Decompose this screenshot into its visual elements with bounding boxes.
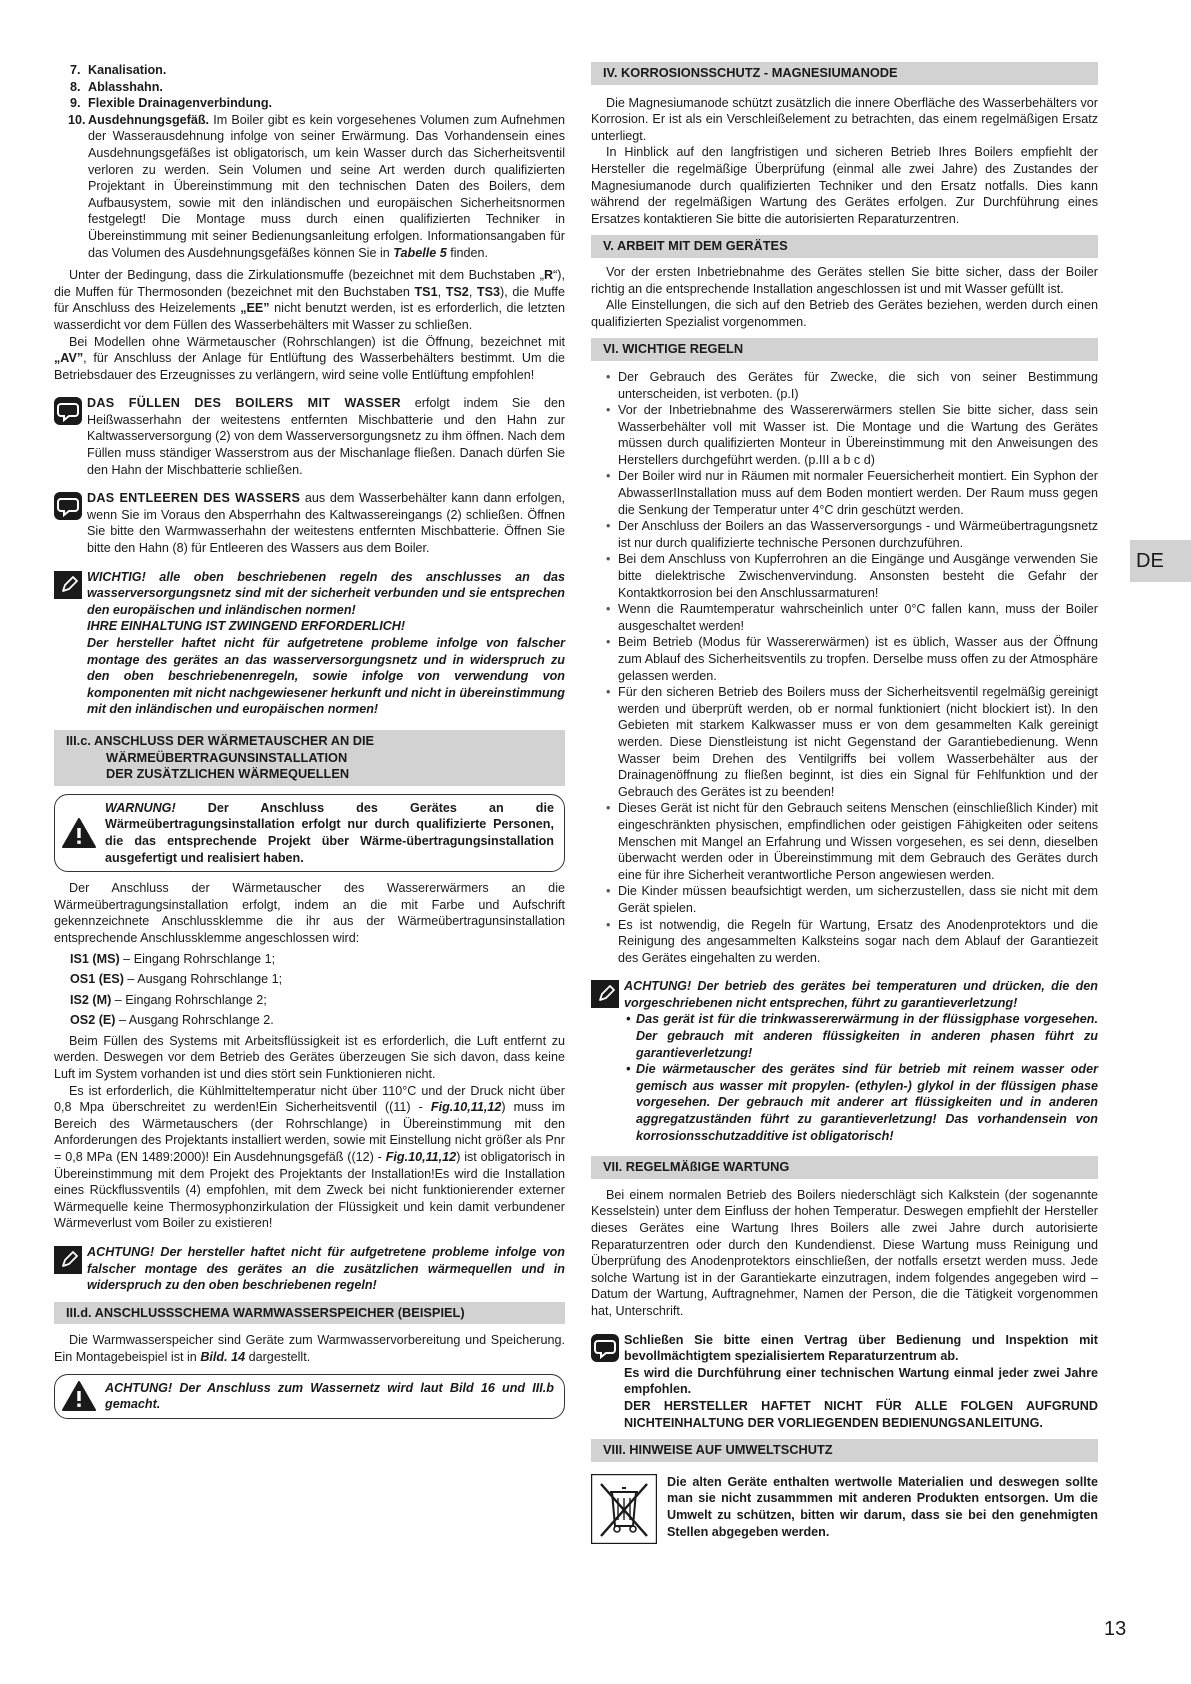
note-achtung-operation: ACHTUNG! Der betrieb des gerätes bei temperaturen und drücken, die den vorgeschriebenen nicht entsprechen, führt zu garantieverletzung! • Das gerät ist für die trinkwassererwärmung in der flüssigphase vorgesehen. Der gebrauch mit anderen flüssigkeiten in anderen phasen führt zu garantieverletzung! • Die wärmetauscher des gerätes sind für betrieb mit reinem wasser oder gemisch aus wasser mit propylen- (ethylen-) glykol in der flüssigen phase vorgesehen. Der gebrauch mit anderer art flüssigkeiten und in anderen aggregatzuständen führt zu garantieverletzung! Das vorhandensein von korrosionsschutzadditive ist obligatorisch! [591, 978, 1098, 1144]
section-heading-v: V. ARBEIT MIT DEM GERÄTES [591, 235, 1098, 258]
section-heading-iii-d: III.d. ANSCHLUSSSCHEMA WARMWASSERSPEICHER (BEISPIEL) [54, 1302, 565, 1325]
list-item: • Die wärmetauscher des gerätes sind für betrieb mit reinem wasser oder gemisch aus wasser mit propylen- (ethylen-) glykol in der flüssigen phase vorgesehen. Der gebrauch mit anderer art flüssigkeiten und in anderen aggregatzuständen führt zu garantieverletzung! Das vorhandensein von korrosionsschutzadditive ist obligatorisch! [624, 1061, 1098, 1144]
list-item: • Dieses Gerät ist nicht für den Gebrauch seitens Menschen (einschließlich Kinder) mit eingeschränkten physischen, empfindlichen oder geistigen Fähigkeiten oder seitens Menschen mit Mangel an Erfahrung und Wissen vorgesehen, es sei denn, dieselben überwacht werden oder in Übereinstimmung mit dem Gebrauch des Gerätes durch eine für ihre Sicherheit verantwortliche Person angewiesen werden. [591, 800, 1098, 883]
list-item: • Die Kinder müssen beaufsichtigt werden, um sicherzustellen, dass sie nicht mit dem Gerät spielen. [591, 883, 1098, 916]
note-wichtig: WICHTIG! alle oben beschriebenen regeln des anschlusses an das wasserversorgungsnetz sind mit der sicherheit verbunden und sie entsprechen den europäischen und inländischen normen! IHRE EINHALTUNG IST ZWINGEND ERFORDERLICH! Der hersteller haftet nicht für aufgetretene probleme infolge von falscher montage des gerätes an das wasserversorgungsnetz und in widerspruch zu den oben beschriebenenregeln, sowie infolge von verwendung von komponenten mit nicht nachgewiesener herkunft und nicht in übereinstimmung mit den inländischen und europäischen normen! [54, 569, 565, 718]
pencil-icon [54, 571, 82, 599]
note-filling: DAS FÜLLEN DES BOILERS MIT WASSER erfolgt indem Sie den Heißwasserhahn der weitestens entfernten Mischbatterie und den Hahn zur Kaltwasserversorgung (2) von dem Wasserversorgungsnetz zu ihm öffnen. Nach dem Füllen muss ständiger Wasserstrom aus der Mischanlage fließen. Danach dürfen Sie den Hahn der Mischbatterie schließen. [54, 395, 565, 478]
list-item: 8. Ablasshahn. [70, 79, 163, 94]
list-item: 9. Flexible Drainagenverbindung. [70, 96, 273, 111]
list-item: IS1 (MS) – Eingang Rohrschlange 1; [70, 951, 276, 966]
note-draining: DAS ENTLEEREN DES WASSERS aus dem Wasserbehälter kann dann erfolgen, wenn Sie im Voraus den Absperrhahn des Kaltwassereingangs (2) schließen. Öffnen Sie bitte den Warmwasserhahn der weitestens entfernten Mischbatterie. Öffnen Sie bitte den Hahn (8) für Entleeren des Wassers aus dem Boiler. [54, 490, 565, 556]
list-item: • Der Boiler wird nur in Räumen mit normaler Feuersicherheit montiert. Ein Syphon der AbwasserIInstallation muss auf dem Boden montiert werden. Der Raum muss gegen die Senkung der Temperatur unter 4°C drin geschützt werden. [591, 468, 1098, 518]
left-column [54, 62, 565, 1419]
environment-note: Die alten Geräte enthalten wertwolle Materialien und deswegen sollte man sie nicht zusammmen mit anderen Produkten entsorgen. Um die Umwelt zu schützen, bitten wir darum, dass sie bei den genehmigten Stellen abgegeben werden. [591, 1470, 1098, 1544]
section-heading-vii: VII. REGELMÄßIGE WARTUNG [591, 1156, 1098, 1179]
paragraph-maintenance: Bei einem normalen Betrieb des Boilers niederschlägt sich Kalkstein (der sogenannte Kesselstein) unter dem Einfluss der hohen Temperatur. Deswegen empfiehlt der Hersteller dieses Gerätes eine Wartung Ihres Boilers alle zwei Jahre durch autorisierte Reparaturzentren oder durch den Kundendienst. Diese Wartung muss Reinigung und Überprüfung des Anodenprotektors einschließen, der notfalls ersetzt werden muss. Jede solche Wartung ist in der Garantiekarte einzutragen, indem folgendes angegeben wird – Datum der Wartung, Auftragnehmer, Namen der Person, die die Tätigkeit vorgenommen hat, Unterschrift. [591, 1187, 1098, 1318]
speech-bubble-icon [591, 1334, 619, 1362]
warning-triangle-icon [61, 1380, 97, 1412]
section-heading-vi: VI. WICHTIGE REGELN [591, 338, 1098, 361]
list-item: • Für den sicheren Betrieb des Boilers muss der Sicherheitsventil regelmäßig gereinigt werden und überprüft werden, ob er normal funktioniert (nicht blockiert ist). In den Gebieten mit starkem Kalkwasser muss er von dem gesammelten Kalk gereinigt werden. Diese Dienstleistung ist nicht Gegenstand der Garantiebedienung. Wenn Wasser beim Drehen des Ventilgriffs bei vollem Wasserbehälter aus der Drainagenöffnung zu fließen beginnt, ist dies ein Signal für Fehlfunktion und der Gebrauch des Gerätes ist zu beenden! [591, 684, 1098, 800]
connection-terminal-list [54, 951, 565, 1029]
list-item: • Der Anschluss der Boilers an das Wasserversorgungs - und Wärmeübertragungsnetz ist nur durch qualifizierte technische Personen durchzuführen. [591, 518, 1098, 551]
paragraph-anode-check: In Hinblick auf den langfristigen und sicheren Betrieb Ihres Boilers empfiehlt der Hersteller die regelmäßige Überprüfung (einmal alle zwei Jahre) des Zustandes der Magnesiumanode durch qualifizierten Techniker und den Ersatz notfalls. Dies kann während der regelmäßigen Wartung des Gerätes erfolgen. Zur Durchführung eines Ersatzes kontaktieren Sie bitte die autorisierten Reparaturzentren. [591, 145, 1098, 226]
pencil-icon [54, 1246, 82, 1274]
achtung-list [624, 1011, 1098, 1144]
list-item: OS1 (ES) – Ausgang Rohrschlange 1; [70, 972, 283, 987]
note-achtung-heat-source: ACHTUNG! Der hersteller haftet nicht für aufgetretene probleme infolge von falscher montage des gerätes an die zusätzlichen wärmequellen und in widerspruch zu den oben beschriebenen regeln! [54, 1244, 565, 1294]
list-item: OS2 (E) – Ausgang Rohrschlange 2. [70, 1013, 274, 1028]
warning-box-heat-transfer: WARNUNG! Der Anschluss des Gerätes an die Wärmeübertragungsinstallation erfolgt nur durch qualifizierte Personen, die das entsprechende Projekt über Wärme-übertragungsinstallation ausgefertigt und realisiert haben. [54, 794, 565, 872]
paragraph-connection: Der Anschluss der Wärmetauscher des Wassererwärmers an die Wärmeübertragungsinstallation erfolgt, indem an die mit Farbe und Aufschrift gekennzeichnete Anschlussklemme die ihr aus der Wärmeübertragunsinstallation entsprechende Anschlussklemme angeschlossen wird: [54, 881, 565, 945]
list-item: • Bei dem Anschluss von Kupferrohren an die Eingänge und Ausgänge verwenden Sie bitte dielektrische Zwischenvervindung. Ansonsten besteht die Gefahr der Kontaktkorrosion bei den Anschlussarmaturen! [591, 551, 1098, 601]
section-heading-viii: VIII. HINWEISE AUF UMWELTSCHUTZ [591, 1439, 1098, 1462]
paragraph-settings: Alle Einstellungen, die sich auf den Betrieb des Gerätes beziehen, werden durch einen qualifizierten Spezialist vorgenommen. [591, 298, 1098, 329]
right-column [591, 62, 1098, 1544]
crossed-out-bin-icon [591, 1474, 657, 1544]
language-tab: DE [1130, 540, 1191, 582]
component-list [54, 62, 565, 261]
page-number: 13 [1104, 1618, 1127, 1640]
paragraph-air-removal: Beim Füllen des Systems mit Arbeitsflüssigkeit ist es erforderlich, die Luft entfernt zu werden. Deswegen vor dem Betrieb des Gerätes überzeugen Sie sich davon, dass keine Luft im System vorhanden ist und dies stört sein Funktionieren nicht. [54, 1033, 565, 1082]
rules-list [591, 369, 1098, 966]
warning-triangle-icon [61, 817, 97, 849]
list-item: • Vor der Inbetriebnahme des Wassererwärmers stellen Sie bitte sicher, dass sein Wasserbehälter voll mit Wasser ist. Die Montage und die Wartung des Gerätes müssen durch qualifizierten Monteur in Übereinstimmung mit den Anweisungen des Herstellers durchgeführt werden. (p.III a b c d) [591, 402, 1098, 468]
list-item: • Es ist notwendig, die Regeln für Wartung, Ersatz des Anodenprotektors und die Reinigung des angesammelten Kalksteins sogar nach dem Ablauf der Garantiezeit des Gerätes eingehalten zu werden. [591, 917, 1098, 967]
speech-bubble-icon [54, 492, 82, 520]
paragraph-muffen: Unter der Bedingung, dass die Zirkulationsmuffe (bezeichnet mit dem Buchstaben „R“), die Muffen für Thermosonden (bezeichnet mit den Buchstaben TS1, TS2, TS3), die Muffe für Anschluss des Heizelements „EE” nicht benutzt werden, ist es erforderlich, die letzten wasserdicht vor dem Füllen des Wasserbehälters mit Wasser zu schließen. [54, 268, 566, 332]
note-service-contract: Schließen Sie bitte einen Vertrag über Bedienung und Inspektion mit bevollmächtigtem spezialisiertem Reparaturzentrum ab. Es wird die Durchführung einer technischen Wartung einmal jeder zwei Jahre empfohlen. DER HERSTELLER HAFTET NICHT FÜR ALLE FOLGEN AUFGRUND NICHTEINHALTUNG DER VORLIEGENDEN BEDIENUNGSANLEITUNG. [591, 1332, 1098, 1432]
list-item: • Das gerät ist für die trinkwassererwärmung in der flüssigphase vorgesehen. Der gebrauch mit anderen flüssigkeiten in anderen phasen führt zu garantieverletzung! [624, 1011, 1098, 1061]
paragraph-storage: Die Warmwasserspeicher sind Geräte zum Warmwasservorbereitung und Speicherung. Ein Montagebeispiel ist in Bild. 14 dargestellt. [54, 1333, 565, 1364]
section-heading-iii-c: III.c. ANSCHLUSS DER WÄRMETAUSCHER AN DIE WÄRMEÜBERTRAGUNSINSTALLATION DER ZUSÄTZLICHEN WÄRMEQUELLEN [54, 730, 565, 786]
list-item-expansion-vessel: 10. Ausdehnungsgefäß. Im Boiler gibt es kein vorgesehenes Volumen zum Aufnehmen der Wasserausdehnung infolge von seiner Erwärmung. Das Vorhandensein eines Ausdehnungsgefäßes ist obligatorisch, um kein Wasser durch das Sicherheitsventil verloren zu werden. Sein Volumen und seine Art werden durch qualifizierten Projektant in Übereinstimmung mit den technischen Daten des Boilers, dem Aufbausystem, sowie mit den inländischen und europäischen Sicherheitsnormen festgelegt! Die Montage muss durch einen qualifizierten Techniker in Übereinstimmung mit seiner Bedienungsanleitung erfolgen. Informationsangaben für das Volumen des Ausdehnungsgefäßes können Sie in Tabelle 5 finden. [68, 112, 565, 260]
paragraph-anode: Die Magnesiumanode schützt zusätzlich die innere Oberfläche des Wasserbehälters vor Korrosion. Er ist als ein Verschleißelement zu betrachten, das einem regelmäßigen Ersatz unterliegt. [591, 95, 1098, 143]
list-item: 7. Kanalisation. [70, 63, 167, 77]
section-heading-iv: IV. KORROSIONSSCHUTZ - MAGNESIUMANODE [591, 62, 1098, 85]
list-item: IS2 (M) – Eingang Rohrschlange 2; [70, 992, 267, 1007]
speech-bubble-icon [54, 397, 82, 425]
paragraph-first-use: Vor der ersten Inbetriebnahme des Gerätes stellen Sie bitte sicher, dass der Boiler richtig an die entsprechende Installation angeschlossen ist und mit Wasser gefüllt ist. [591, 264, 1098, 296]
list-item: • Der Gebrauch des Gerätes für Zwecke, die sich von seiner Bestimmung unterscheiden, ist verboten. (p.I) [591, 369, 1098, 402]
paragraph-temperature: Es ist erforderlich, die Kühlmitteltemperatur nicht über 110°C und der Druck nicht über 0,8 Mpa überschreitet zu werden!Ein Sicherheitsventil ((11) - Fig.10,11,12) muss im Bereich des Wärmetauschers (der Rohrschlange) in Übereinstimmung mit den Anforderungen des Projektants installiert werden, sowie mit Einstellung nicht größer als Pnr = 0,8 MPa (EN 1489:2000)! Ein Ausdehnungsgefäß ((12) - Fig.10,11,12) ist obligatorisch in Übereinstimmung mit dem Projekt des Projektants der Installation!Es wird die Installation eines Rückflussventils (4) empfohlen, mit dem Zweck bei nicht funktionierender externer Wärmequelle keine Thermosyphonzirkulation der Flüssigkeit und kein damit verbundener Wärmeverlust vom Boiler zu existieren! [54, 1083, 566, 1231]
warning-box-water-network: ACHTUNG! Der Anschluss zum Wassernetz wird laut Bild 16 und III.b gemacht. [54, 1374, 565, 1419]
pencil-icon [591, 980, 619, 1008]
list-item: • Beim Betrieb (Modus für Wassererwärmen) ist es üblich, Wasser aus der Öffnung zum Ablauf des Sicherheitsventils zu tropfen. Derselbe muss offen zu der Atmosphäre gelassen werden. [591, 634, 1098, 684]
list-item: • Wenn die Raumtemperatur wahrscheinlich unter 0°C fallen kann, muss der Boiler ausgeschaltet werden! [591, 601, 1098, 634]
paragraph-entlueftung: Bei Modellen ohne Wärmetauscher (Rohrschlangen) ist die Öffnung, bezeichnet mit „AV”, für Anschluss der Anlage für Entlüftung des Wasserbehälters bestimmt. Um die Betriebsdauer des Erzeugnisses zu verlängern, wird seine volle Entlüftung empfohlen! [54, 334, 565, 382]
